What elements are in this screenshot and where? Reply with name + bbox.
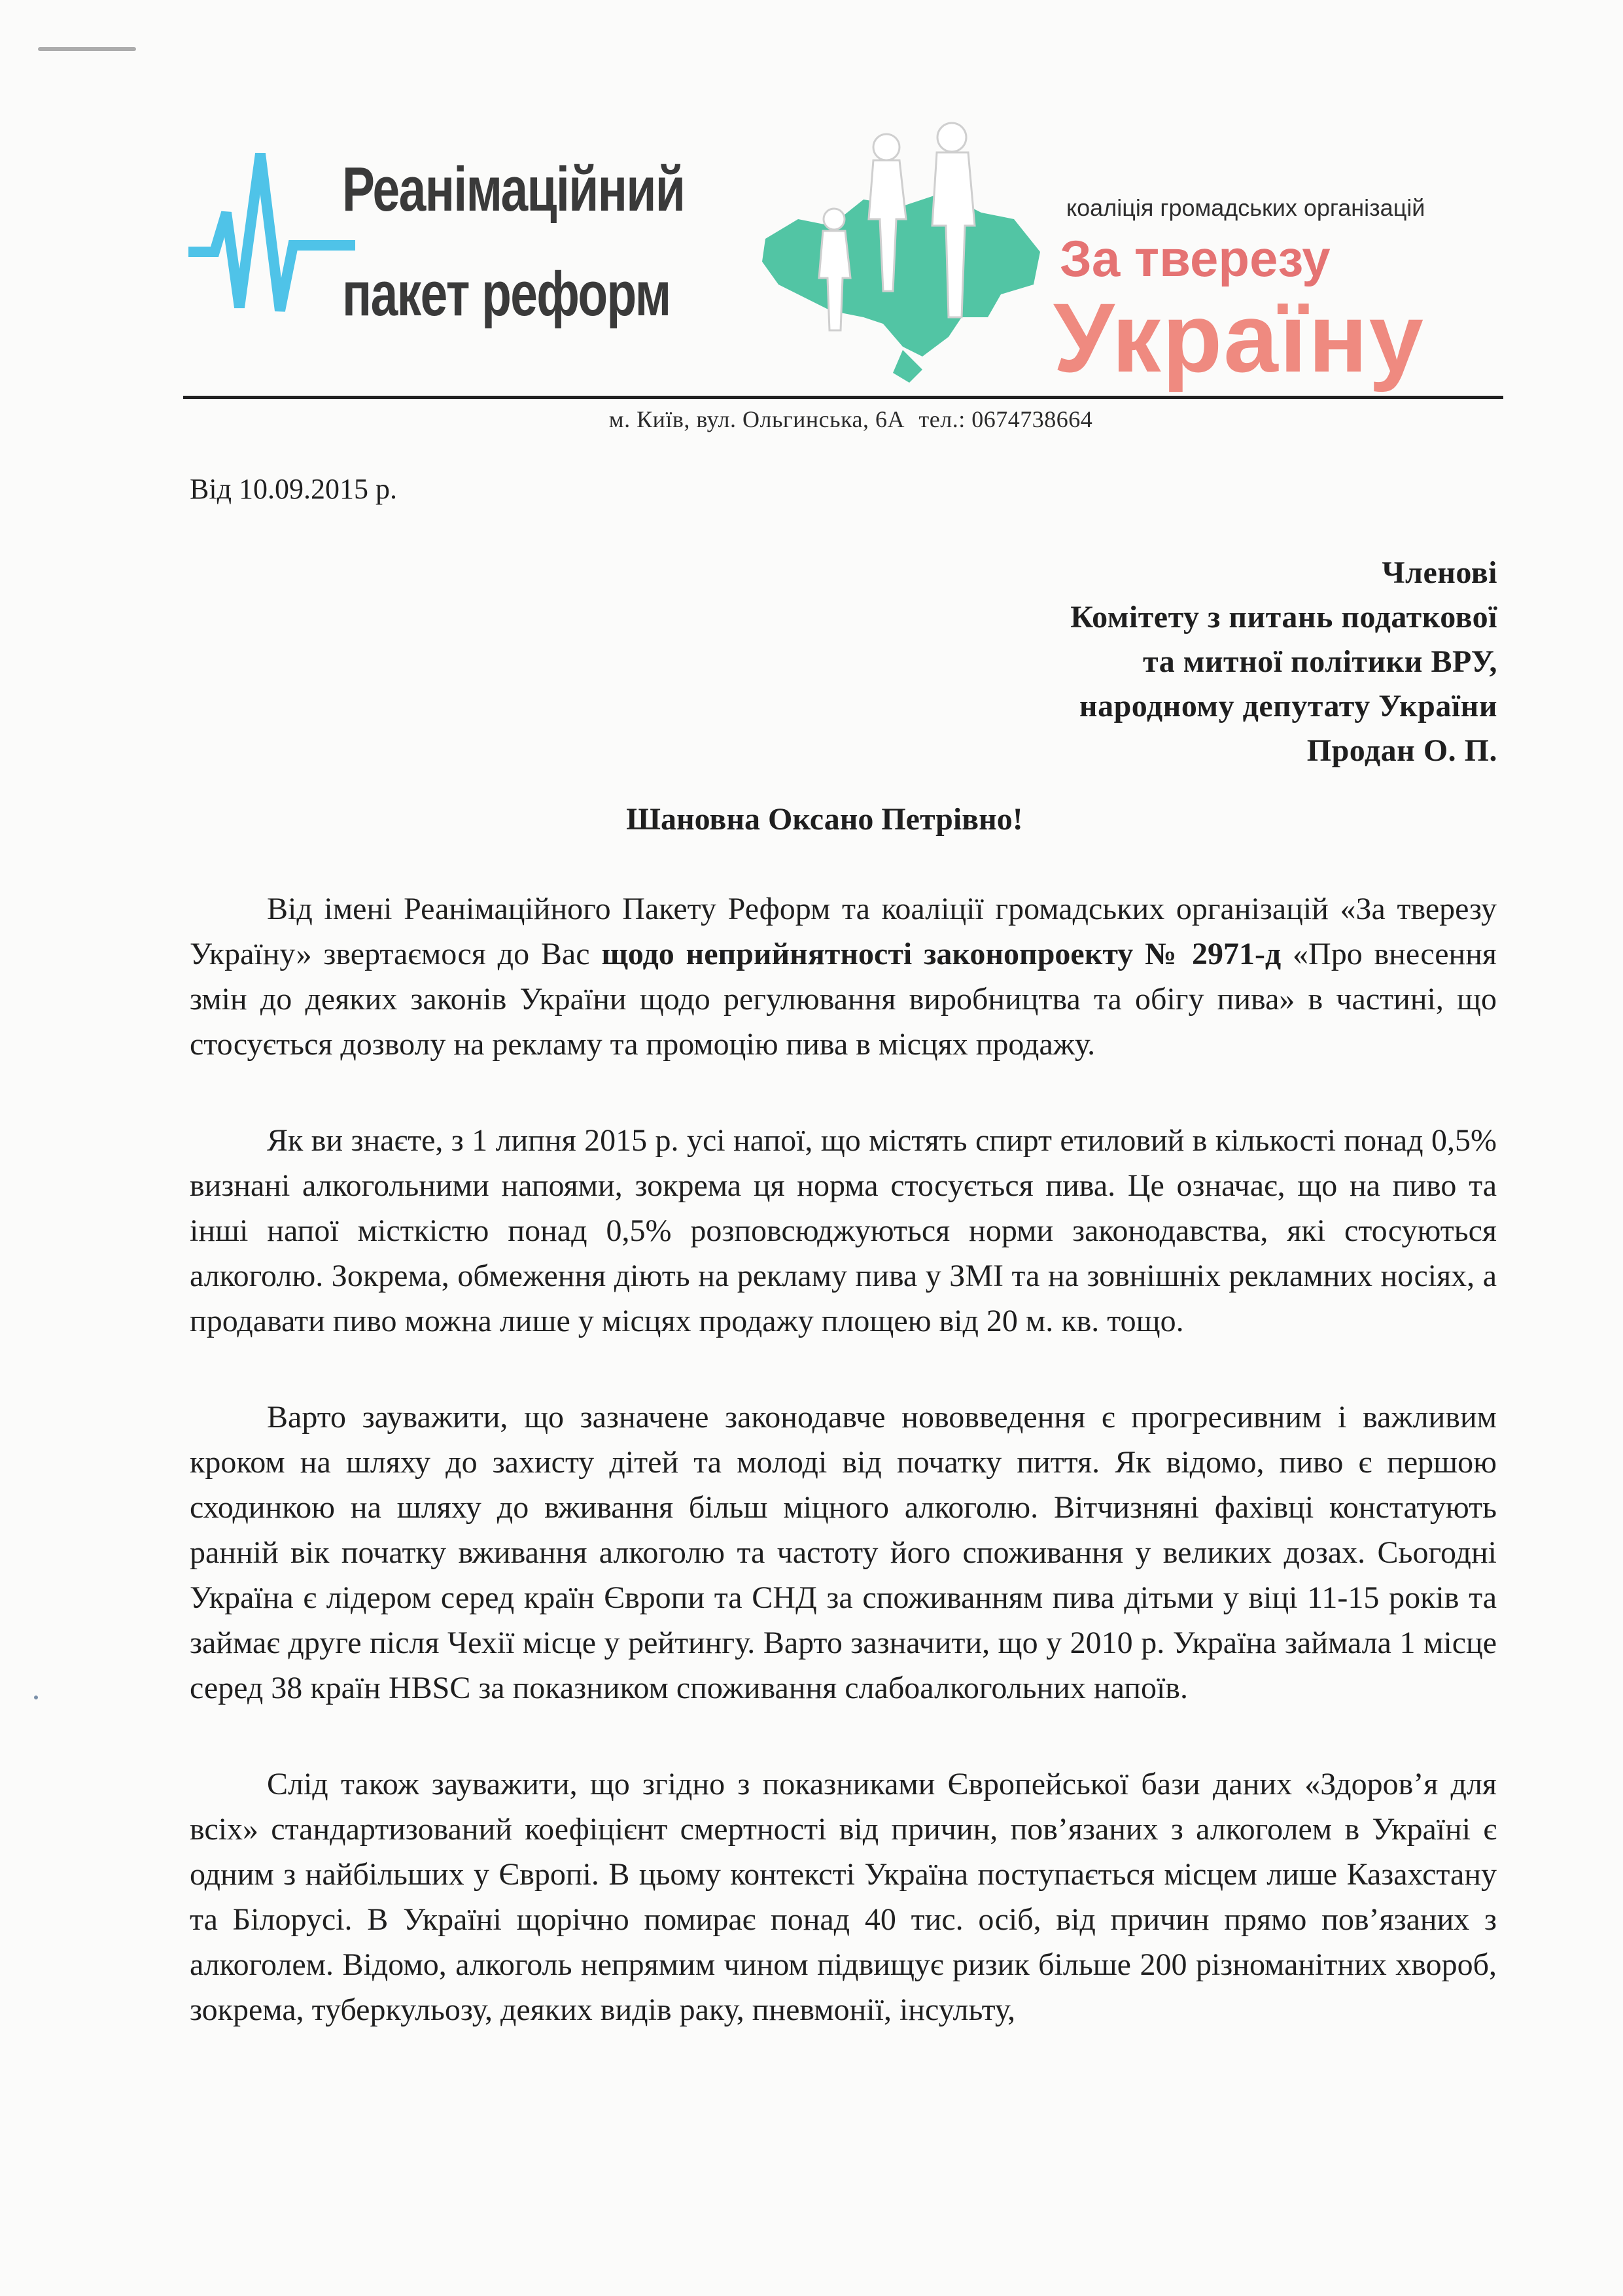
address-line	[0, 406, 1623, 433]
rpr-logo-line2: пакет реформ	[342, 259, 671, 329]
letter-body	[190, 886, 1497, 2032]
header-rule	[183, 396, 1503, 399]
bill-reference: щодо неприйнятності законопроекту № 2971-д	[601, 937, 1282, 971]
paragraph-1-text-cont: «Про внесення змін до деяких законів України щодо регулювання виробництва та обігу пива» в частині, що стосується дозволу на рекламу та промоцію пива в місцях продажу.	[190, 937, 1497, 1062]
coalition-caption: коаліція громадських організацій	[1066, 194, 1425, 221]
paragraph-1-text: Від імені Реанімаційного Пакету Реформ та коаліції громадських організацій «За тверезу Україну» звертаємося до Вас	[190, 892, 1497, 971]
recipient-line: Комітету з питань податкової	[1070, 600, 1497, 635]
recipient-line: Продан О. П.	[1306, 733, 1497, 768]
address-text: м. Київ, вул. Ольгинська, 6А	[608, 406, 905, 432]
paragraph-3: Варто зауважити, що зазначене законодавче нововведення є прогресивним і важливим кроком на шляху до захисту дітей та молоді від початку пиття. Як відомо, пиво є першою сходинкою на шляху до вживання більш міцного алкоголю. Вітчизняні фахівці констатують ранній вік початку вживання алкоголю та частоту його споживання у великих дозах. Сьогодні Україна є лідером серед країн Європи та СНД за споживанням пива дітьми у віці 11-15 років та займає друге після Чехії місце у рейтингу. Варто зазначити, що у 2010 р. Україна займала 1 місце серед 38 країн HBSC за показником споживання слабоалкогольних напоїв.	[190, 1400, 1497, 1705]
rpr-logo	[188, 141, 725, 363]
paragraph-1	[190, 886, 1497, 1067]
ukraine-map-family-icon	[752, 121, 1060, 409]
paragraph-2: Як ви знаєте, з 1 липня 2015 р. усі напої, що містять спирт етиловий в кількості понад 0,5% визнані алкогольними напоями, зокрема ця норма стосується пива. Це означає, що на пиво та інші напої місткістю понад 0,5% розповсюджуються норми законодавства, які стосуються алкоголю. Зокрема, обмеження діють на рекламу пива у ЗМІ та на зовнішніх рекламних носіях, а продавати пиво можна лише у місцях продажу площею від 20 м. кв. тощо.	[190, 1123, 1497, 1338]
coalition-name-line1: За тверезу	[1060, 230, 1331, 287]
scan-artifact-dot	[34, 1696, 38, 1699]
scan-artifact-mark	[38, 47, 136, 51]
paragraph-4: Слід також зауважити, що згідно з показниками Європейської бази даних «Здоров’я для всіх» стандартизований коефіцієнт смертності від причин, пов’язаних з алкоголем в Україні є одним з найбільших у Європі. В цьому контексті Україна поступається місцем лише Казахстану та Білорусі. В Україні щорічно помирає понад 40 тис. осіб, від причин прямо пов’язаних з алкоголем. Відомо, алкоголь непрямим чином підвищує ризик більше 200 різноманітних хвороб, зокрема, туберкульозу, деяких видів раку, пневмонії, інсульту,	[190, 1767, 1497, 2027]
letter-date: Від 10.09.2015 р.	[190, 473, 397, 505]
heartbeat-line-icon	[188, 141, 358, 337]
recipient-line: та митної політики ВРУ,	[1143, 644, 1497, 679]
coalition-name-line2: Україну	[1053, 283, 1425, 392]
recipient-block	[1070, 551, 1497, 773]
recipient-line: Членові	[1382, 555, 1497, 590]
recipient-line: народному депутату України	[1079, 689, 1497, 723]
phone-text: тел.: 0674738664	[918, 406, 1093, 432]
rpr-logo-line1: Реанімаційний	[342, 154, 685, 224]
salutation: Шановна Оксано Петрівно!	[626, 802, 1023, 837]
coalition-logo	[752, 121, 1505, 409]
